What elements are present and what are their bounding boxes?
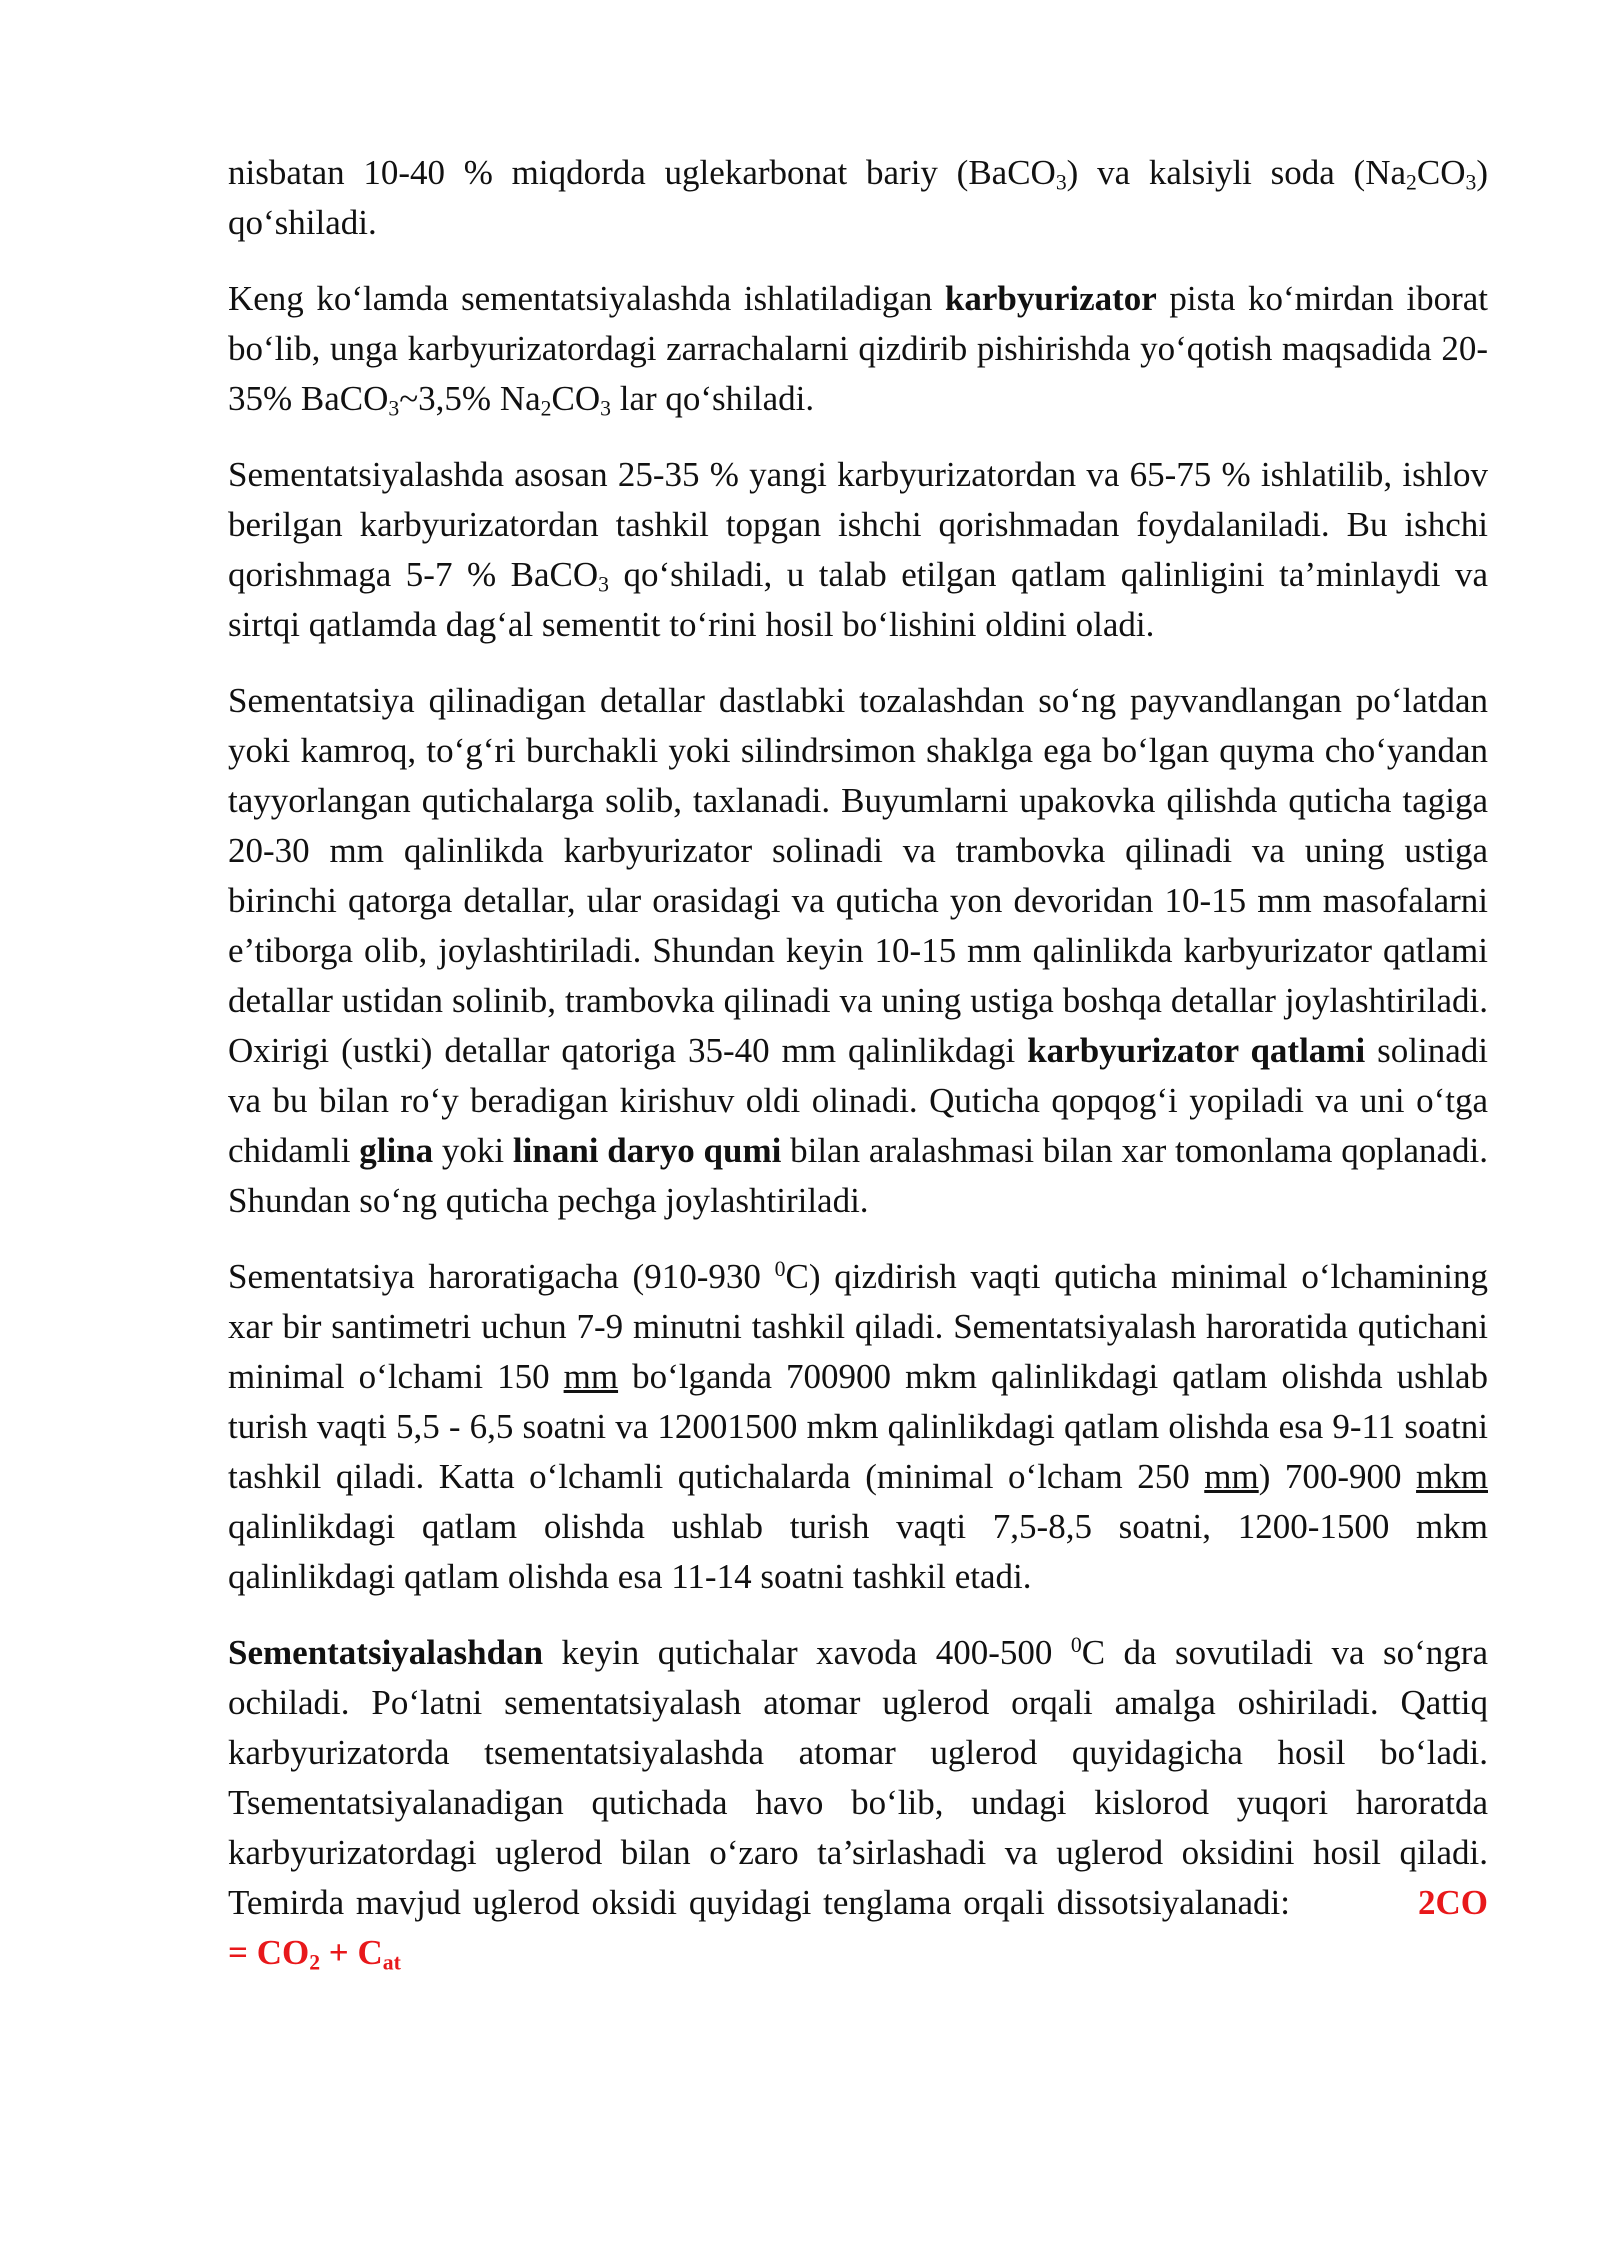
text: keyin qutichalar xavoda 400-500 bbox=[543, 1633, 1071, 1672]
equation-part: + C bbox=[320, 1933, 383, 1972]
text: Sementatsiya qilinadigan detallar dastlabki tozalashdan so‘ng payvandlangan po‘latdan yoki kamroq, to‘g‘ri burchakli yoki silindrsimon shaklga ega bo‘lgan quyma cho‘yandan tayyorlangan qutichalarga solib, taxlanadi. Buyumlarni upakovka qilishda quticha tagiga 20-30 mm qalinlikda karbyurizator solinadi va trambovka qilinadi va uning ustiga birinchi qatorga detallar, ular orasidagi va quticha yon devoridan 10-15 mm masofalarni e’tiborga olib, joylashtiriladi. Shundan keyin 10-15 mm qalinlikda karbyurizator qatlami detallar ustidan solinib, trambovka qilinadi va uning ustiga boshqa detallar joylashtiriladi. Oxirigi (ustki) detallar qatoriga 35-40 mm qalinlikdagi bbox=[228, 681, 1488, 1070]
underlined-unit: mm bbox=[1204, 1457, 1259, 1496]
underlined-unit: mkm bbox=[1416, 1457, 1488, 1496]
text: lar qo‘shiladi. bbox=[610, 379, 815, 418]
text: qalinlikdagi qatlam olishda ushlab turish vaqti 7,5-8,5 soatni, 1200-1500 mkm qalinlikdagi qatlam olishda esa 11-14 soatni tashkil etadi. bbox=[228, 1507, 1488, 1596]
subscript: 3 bbox=[600, 396, 611, 421]
subscript: 3 bbox=[598, 572, 609, 597]
text: Keng ko‘lamda sementatsiyalashda ishlatiladigan bbox=[228, 279, 945, 318]
bold-term: karbyurizator qatlami bbox=[1027, 1031, 1366, 1070]
text: CO bbox=[1416, 153, 1466, 192]
bold-term: Sementatsiyalashdan bbox=[228, 1633, 544, 1672]
document-page bbox=[228, 148, 1488, 2004]
paragraph-3 bbox=[228, 450, 1488, 650]
text: bo‘lganda 700900 mkm qalinlikdagi qatlam olishda ushlab turish vaqti 5,5 - 6,5 soatni va 12001500 mkm qalinlikdagi qatlam olishda esa 9-11 soatni tashkil qiladi. Katta o‘lchamli qutichalarda (minimal o‘lcham 250 bbox=[228, 1357, 1488, 1496]
paragraph-4 bbox=[228, 676, 1488, 1226]
underlined-unit: mm bbox=[563, 1357, 619, 1396]
text: ~3,5% Na bbox=[399, 379, 541, 418]
paragraph-2 bbox=[228, 274, 1488, 424]
text: CO bbox=[551, 379, 601, 418]
subscript: 3 bbox=[388, 396, 400, 421]
paragraph-6 bbox=[228, 1628, 1488, 1978]
subscript: 2 bbox=[1406, 170, 1417, 195]
subscript: 3 bbox=[1055, 170, 1067, 195]
text: ) qo‘shiladi. bbox=[228, 153, 1488, 242]
text: yoki bbox=[433, 1131, 513, 1170]
paragraph-1 bbox=[228, 148, 1488, 248]
text: ) 700-900 bbox=[1258, 1457, 1417, 1496]
bold-term: karbyurizator bbox=[944, 279, 1157, 318]
text: C da sovutiladi va so‘ngra ochiladi. Po‘latni sementatsiyalash atomar uglerod orqali amalga oshiriladi. Qattiq karbyurizatorda tsementatsiyalashda atomar uglerod quyidagicha hosil bo‘ladi. Tsementatsiyalanadigan qutichada havo bo‘lib, undagi kislorod yuqori haroratda karbyurizatordagi uglerod bilan o‘zaro ta’sirlashadi va uglerod oksidini hosil qiladi. Temirda mavjud uglerod oksidi quyidagi tenglama orqali dissotsiyalanadi: bbox=[228, 1633, 1489, 1922]
bold-term: linani daryo qumi bbox=[512, 1131, 782, 1170]
text: Sementatsiya haroratigacha (910-930 bbox=[228, 1257, 775, 1296]
text: C) qizdirish vaqti quticha minimal o‘lchamining xar bir santimetri uchun 7-9 minutni tashkil qiladi. Sementatsiyalash haroratida qutichani minimal o‘lchami 150 bbox=[228, 1257, 1488, 1396]
bold-term: glina bbox=[359, 1131, 434, 1170]
superscript: 0 bbox=[1070, 1633, 1082, 1658]
text: ) va kalsiyli soda (Na bbox=[1066, 153, 1407, 192]
superscript: 0 bbox=[774, 1257, 786, 1282]
subscript: 2 bbox=[540, 396, 552, 421]
text: pista ko‘mirdan iborat bo‘lib, unga karbyurizatordagi zarrachalarni qizdirib pishirishda yo‘qotish maqsadida 20-35% BaCO bbox=[228, 279, 1488, 418]
text: Sementatsiyalashda asosan 25-35 % yangi karbyurizatordan va 65-75 % ishlatilib, ishlov berilgan karbyurizatordan tashkil topgan ishchi qorishmadan foydalaniladi. Bu ishchi qorishmaga 5-7 % BaCO bbox=[228, 455, 1488, 594]
text: qo‘shiladi, u talab etilgan qatlam qalinligini ta’minlaydi va sirtqi qatlamda dag‘al sementit to‘rini hosil bo‘lishini oldini oladi. bbox=[228, 555, 1488, 644]
text: nisbatan 10-40 % miqdorda uglekarbonat bariy (BaCO bbox=[228, 153, 1056, 192]
subscript: 3 bbox=[1465, 170, 1477, 195]
equation-part: 2CO = CO bbox=[228, 1883, 1488, 1972]
text: solinadi va bu bilan ro‘y beradigan kirishuv oldi olinadi. Quticha qopqog‘i yopiladi va uni o‘tga chidamli bbox=[228, 1031, 1488, 1170]
subscript: at bbox=[382, 1950, 401, 1975]
text: bilan aralashmasi bilan xar tomonlama qoplanadi. Shundan so‘ng quticha pechga joylashtiriladi. bbox=[228, 1131, 1488, 1220]
subscript: 2 bbox=[309, 1950, 321, 1975]
paragraph-5 bbox=[228, 1252, 1488, 1602]
